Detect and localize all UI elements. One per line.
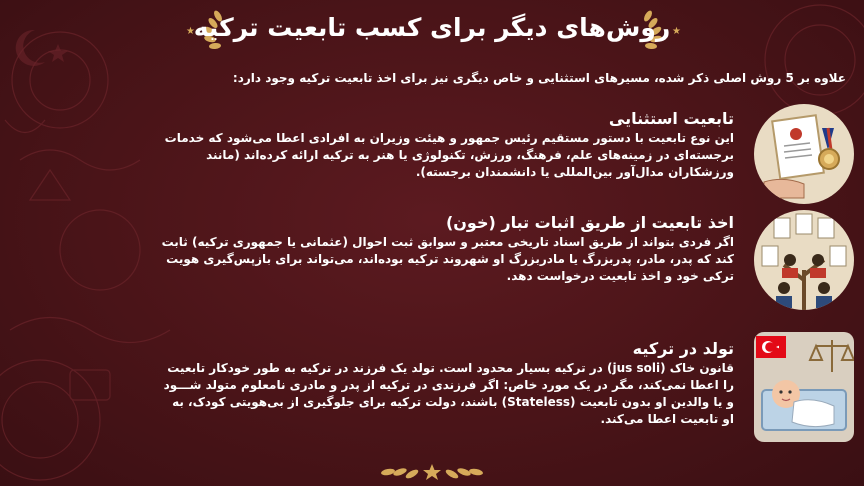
section-birth-in-turkey [159, 338, 734, 428]
newborn-flag-icon [754, 332, 854, 442]
section-body: اگر فردی بتواند از طریق اسناد تاریخی معتبر و سوابق ثبت احوال (عثمانی یا جمهوری ترکیه) ثابت کند که پدر، مادر، پدربزرگ یا مادربزرگ او شهروند ترکیه بوده‌اند، می‌تواند برای بازپس‌گیری هویت ترکی خود و اخذ تابعیت درخواست دهد. [161, 235, 734, 283]
section-exceptional-citizenship [159, 108, 734, 181]
section-heading: تابعیت استثنایی [608, 109, 734, 128]
page-title: روش‌های دیگر برای کسب تابعیت ترکیه [193, 13, 671, 42]
section-heading: تولد در ترکیه [632, 339, 734, 358]
intro-text: علاوه بر 5 روش اصلی ذکر شده، مسیرهای استثنایی و خاص دیگری نیز برای اخذ تابعیت ترکیه وجود دارد: [232, 71, 846, 85]
certificate-medal-icon [754, 104, 854, 204]
section-body: این نوع تابعیت با دستور مستقیم رئیس جمهور و هیئت وزیران به افرادی اعطا می‌شود که خدمات برجسته‌ای در زمینه‌های علم، فرهنگ، ورزش، تکنولوژی یا هنر به ترکیه ارائه کرده‌اند (مانند ورزشکاران مدال‌آور بین‌المللی یا دانشمندان برجسته). [164, 131, 734, 179]
family-tree-icon [754, 210, 854, 310]
section-descent-citizenship [159, 212, 734, 285]
star-icon: ★ [186, 26, 195, 37]
bottom-wreath-icon [322, 460, 542, 486]
section-heading: اخذ تابعیت از طریق اثبات تبار (خون) [445, 213, 734, 232]
star-icon: ★ [672, 26, 681, 37]
section-body: قانون خاک (jus soli) در ترکیه بسیار محدود است. تولد یک فرزند در ترکیه به طور خودکار تابعیت را اعطا نمی‌کند، مگر در یک مورد خاص: اگر فرزندی در ترکیه از پدر و مادری نامعلوم متولد شـــود و یا والدین او بدون تابعیت (Stateless) باشند، دولت ترکیه برای جلوگیری از بی‌هویتی کودک، به او تابعیت اعطا می‌کند. [163, 361, 734, 426]
